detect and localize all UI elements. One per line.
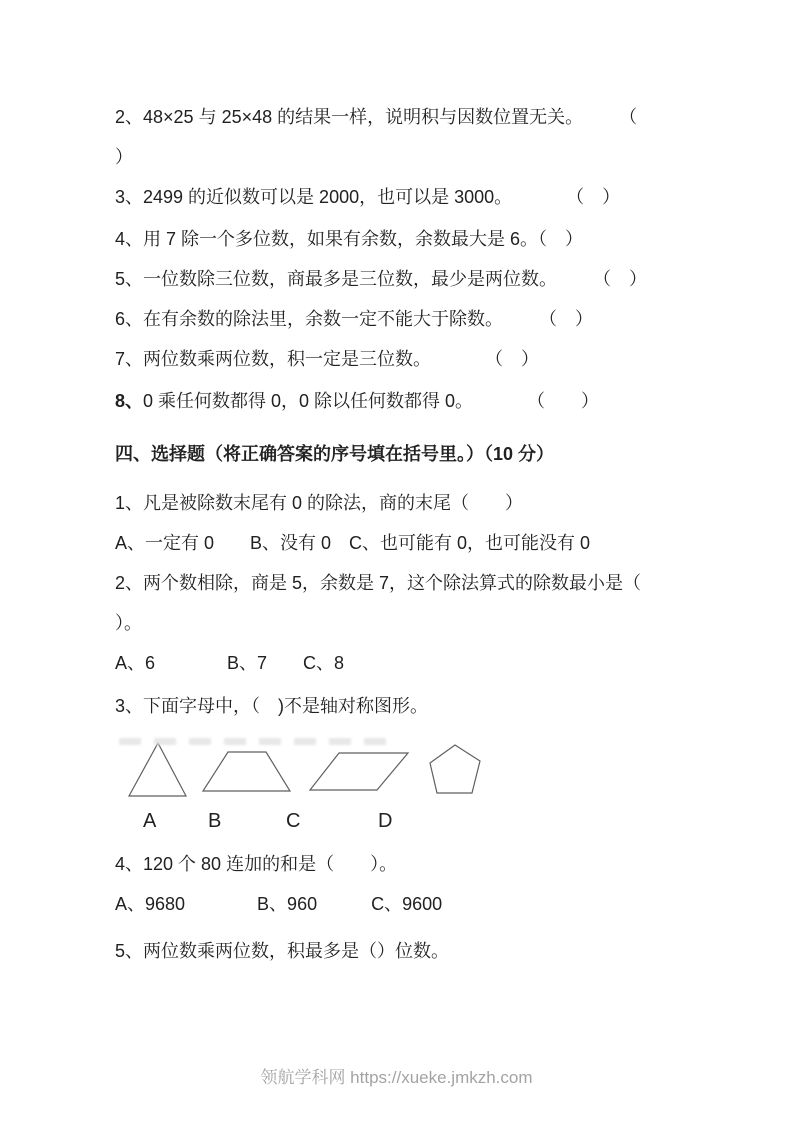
judge-question-7: 7、两位数乘两位数，积一定是三位数。 （ ） bbox=[115, 349, 540, 369]
shape-label-b: B bbox=[208, 810, 222, 832]
shape-label-d: D bbox=[378, 810, 393, 832]
judge-question-8-number: 8、 bbox=[115, 391, 144, 411]
choice-question-5: 5、两位数乘两位数，积最多是（）位数。 bbox=[115, 941, 450, 961]
watermark-footer: 领航学科网 https://xueke.jmkzh.com bbox=[260, 1068, 533, 1087]
choice-question-3: 3、下面字母中，（ )不是轴对称图形。 bbox=[115, 696, 429, 716]
parallelogram-shape bbox=[310, 753, 408, 790]
choice-question-1-options: A、一定有 0 B、没有 0 C、也可能有 0，也可能没有 0 bbox=[115, 533, 591, 553]
test-paper-body bbox=[115, 97, 725, 971]
choice-question-4: 4、120 个 80 连加的和是（ ）。 bbox=[115, 854, 398, 874]
judge-question-2-line1: 2、48×25 与 25×48 的结果一样，说明积与因数位置无关。 （ bbox=[115, 107, 638, 127]
judge-question-3: 3、2499 的近似数可以是 2000，也可以是 3000。 （ ） bbox=[115, 187, 621, 207]
judge-question-2-line2: ） bbox=[115, 147, 133, 167]
symmetry-shapes-figure bbox=[115, 735, 695, 801]
faint-watermark bbox=[119, 738, 391, 745]
pentagon-shape bbox=[430, 745, 480, 793]
triangle-shape bbox=[129, 743, 186, 796]
choice-question-2-options: A、6 B、7 C、8 bbox=[115, 653, 345, 673]
judge-question-4: 4、用 7 除一个多位数，如果有余数，余数最大是 6。（ ） bbox=[115, 229, 584, 249]
judge-question-8-text: 0 乘任何数都得 0，0 除以任何数都得 0。 （ ） bbox=[143, 391, 600, 411]
judge-question-5: 5、一位数除三位数，商最多是三位数，最少是两位数。 （ ） bbox=[115, 269, 648, 289]
choice-question-2-line1: 2、两个数相除，商是 5，余数是 7，这个除法算式的除数最小是（ bbox=[115, 573, 642, 593]
choice-question-4-options: A、9680 B、960 C、9600 bbox=[115, 894, 443, 914]
choice-question-1: 1、凡是被除数末尾有 0 的除法，商的末尾（ ） bbox=[115, 493, 524, 513]
judge-question-6: 6、在有余数的除法里，余数一定不能大于除数。 （ ） bbox=[115, 309, 594, 329]
choice-section-header: 四、选择题（将正确答案的序号填在括号里。）（10 分） bbox=[115, 444, 555, 464]
shape-label-a: A bbox=[143, 810, 157, 832]
shape-label-c: C bbox=[286, 810, 301, 832]
choice-question-2-line2: ）。 bbox=[115, 613, 142, 633]
judge-question-8 bbox=[115, 381, 725, 421]
shape-labels-row bbox=[115, 801, 725, 841]
trapezoid-shape bbox=[203, 752, 290, 791]
